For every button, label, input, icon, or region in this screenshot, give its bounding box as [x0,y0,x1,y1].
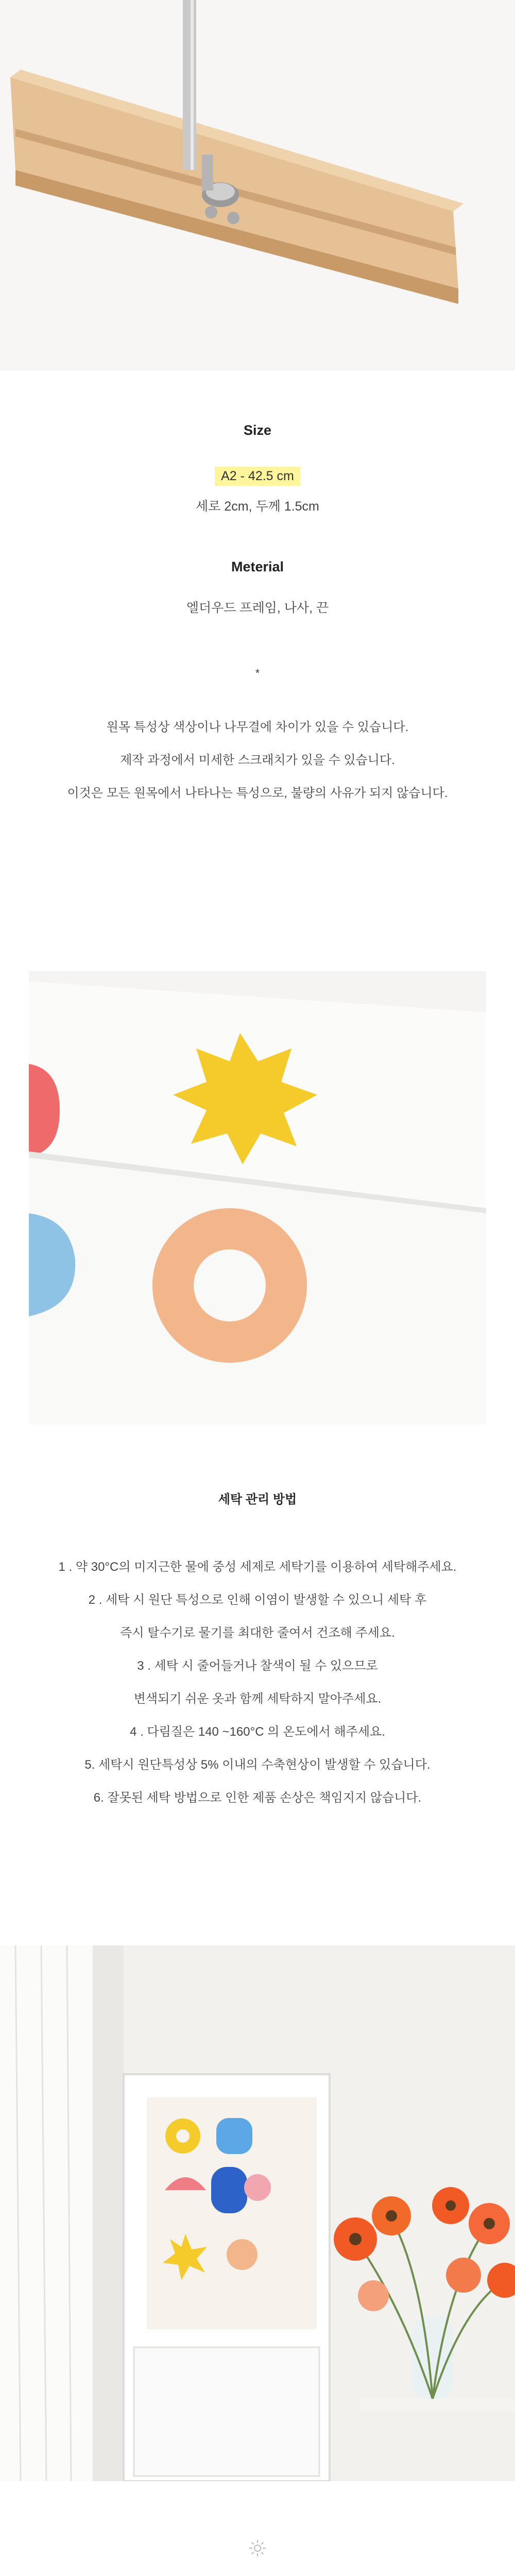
care-item: 즉시 탈수기로 물기를 최대한 줄여서 건조해 주세요. [120,1626,395,1640]
size-value: A2 - 42.5 cm [215,467,300,486]
fabric-poster-photo [29,971,486,1425]
wood-note: 원목 특성상 색상이나 나무결에 차이가 있을 수 있습니다. [106,720,409,734]
fabric-poster-illustration [29,971,486,1425]
care-item: 1 . 약 30°C의 미지근한 물에 중성 세제로 세탁기를 이용하여 세탁해주세요. [58,1560,457,1574]
care-title: 세탁 관리 방법 [218,1493,297,1506]
wood-notes [0,711,515,810]
wood-frame-illustration [0,0,515,371]
wood-frame-photo [0,0,515,371]
care-item: 2 . 세탁 시 원단 특성으로 인해 이염이 발생할 수 있으니 세탁 후 [88,1593,427,1607]
care-item: 변색되기 쉬운 옷과 함께 세탁하지 말아주세요. [133,1692,382,1706]
wood-note: 제작 과정에서 미세한 스크래치가 있을 수 있습니다. [120,753,395,767]
sun-icon [0,2539,515,2560]
size-heading: Size [243,422,272,438]
material-value: 엘더우드 프레임, 나사, 끈 [186,601,329,615]
room-interior-photo [0,1945,515,2481]
care-list [0,1551,515,1815]
room-interior-illustration [0,1945,515,2481]
care-item: 5. 세탁시 원단특성상 5% 이내의 수축현상이 발생할 수 있습니다. [84,1758,431,1772]
separator-mark: * [255,667,260,680]
size-dimensions: 세로 2cm, 두께 1.5cm [196,499,319,514]
size-value-row [0,467,515,486]
material-heading: Meterial [231,559,284,574]
care-item: 3 . 세탁 시 줄어들거나 찰색이 될 수 있으므로 [137,1659,378,1673]
wood-note: 이것은 모든 원목에서 나타나는 특성으로, 불량의 사유가 되지 않습니다. [67,786,448,800]
care-item: 4 . 다림질은 140 ~160°C 의 온도에서 해주세요. [130,1725,385,1739]
care-item: 6. 잘못된 세탁 방법으로 인한 제품 손상은 책임지지 않습니다. [93,1791,422,1805]
